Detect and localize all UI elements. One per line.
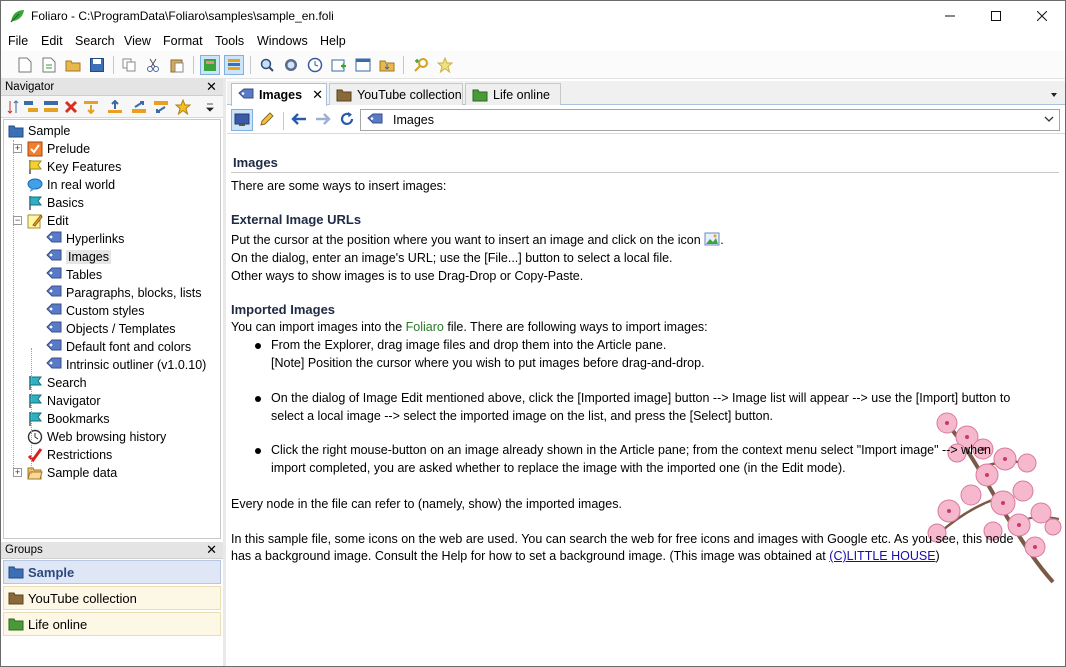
new-document-icon xyxy=(42,57,56,73)
star-icon xyxy=(175,99,191,115)
tree-node-images[interactable] xyxy=(46,248,111,266)
tab-label: Life online xyxy=(493,87,550,102)
tag-icon xyxy=(46,249,62,265)
tree-node-label: Navigator xyxy=(47,394,101,408)
bookmark-add-button[interactable] xyxy=(411,55,431,75)
list-item-text: Click the right mouse-button on an image already shown in the Article pane; from the context menu select "Import image" --> when xyxy=(271,443,992,457)
outdent-icon xyxy=(153,100,169,114)
heading-imported-images: Imported Images xyxy=(231,302,336,317)
navigator-tree xyxy=(3,119,221,539)
title-bar xyxy=(1,1,1065,31)
flag-teal-icon xyxy=(27,375,43,391)
tag-icon xyxy=(46,285,62,301)
tag-icon xyxy=(46,303,62,319)
maximize-button[interactable] xyxy=(973,1,1019,31)
minimize-button[interactable] xyxy=(927,1,973,31)
cherry-blossom-background-image xyxy=(923,407,1065,587)
tag-icon xyxy=(46,231,62,247)
collapse-icon[interactable]: − xyxy=(14,215,21,225)
nav-add-sibling-button[interactable] xyxy=(41,97,61,117)
search-all-icon xyxy=(283,57,299,73)
tree-node-in-real-world[interactable] xyxy=(27,176,115,194)
list-item-text: [Note] Position the cursor where you wish to put images before drag-and-drop. xyxy=(271,356,705,370)
add-child-node-icon xyxy=(23,100,39,114)
paragraph-text xyxy=(231,547,940,565)
address-value: Images xyxy=(393,113,434,127)
tree-node-label: Paragraphs, blocks, lists xyxy=(66,286,202,300)
expand-icon[interactable]: + xyxy=(14,467,21,477)
save-button[interactable] xyxy=(87,55,107,75)
folder-brown-icon xyxy=(336,88,352,102)
flag-teal-icon xyxy=(27,393,43,409)
folder-green-icon xyxy=(8,617,24,631)
nav-toolbar-overflow[interactable] xyxy=(203,97,217,117)
history-button[interactable] xyxy=(305,55,325,75)
navigator-toolbar xyxy=(1,96,223,118)
move-down-icon xyxy=(83,100,99,114)
checkmark-red-icon xyxy=(27,447,43,463)
sort-arrows-icon xyxy=(6,99,20,115)
find-all-button[interactable] xyxy=(281,55,301,75)
little-house-link[interactable]: (C)LITTLE HOUSE xyxy=(829,549,936,563)
tree-node-label: Prelude xyxy=(47,142,91,156)
toggle-navigator-button[interactable] xyxy=(200,55,220,75)
tree-node-label: Sample data xyxy=(47,466,118,480)
toolbar-separator xyxy=(403,56,404,74)
main-toolbar xyxy=(1,51,1065,79)
folder-green-icon xyxy=(472,88,488,102)
clock-icon xyxy=(307,57,323,73)
article-pane[interactable] xyxy=(227,135,1065,666)
paragraph-text: file. There are following ways to import images: xyxy=(447,320,708,334)
navigator-title: Navigator xyxy=(5,81,55,93)
tree-node-label: Intrinsic outliner (v1.0.10) xyxy=(66,358,207,372)
paragraph-text: Put the cursor at the position where you want to insert an image and click on the icon xyxy=(231,233,701,247)
delete-x-icon xyxy=(64,100,78,114)
chevron-down-icon xyxy=(1043,113,1055,125)
tab-life-online[interactable] xyxy=(465,83,561,105)
paragraph-text: has a background image. Consult the Help for how to set a background image. (This image was obtained at xyxy=(231,549,826,563)
tree-node-label: Hyperlinks xyxy=(66,232,125,246)
paragraph-text: Other ways to show images is to use Drag-Drop or Copy-Paste. xyxy=(231,269,584,283)
tree-node-paragraphs-blocks-lists[interactable] xyxy=(46,284,201,302)
tab-label: Images xyxy=(259,88,303,102)
copy-icon xyxy=(122,58,136,72)
star-icon xyxy=(437,57,453,73)
close-button[interactable] xyxy=(1019,1,1065,31)
bullet xyxy=(255,448,261,454)
tab-list-dropdown[interactable] xyxy=(1049,87,1059,102)
favorites-button[interactable] xyxy=(435,55,455,75)
paragraph-text: Put the cursor at the position where you want to insert an image and click on the icon . xyxy=(231,233,724,247)
dropdown-arrow-icon xyxy=(205,102,215,112)
close-icon xyxy=(1037,11,1047,21)
back-button[interactable] xyxy=(289,109,309,129)
tree-node-custom-styles[interactable] xyxy=(46,302,145,320)
foliaro-leaf-icon xyxy=(9,8,25,24)
flag-teal-icon xyxy=(27,195,43,211)
new-file-button[interactable] xyxy=(15,55,35,75)
menu-help[interactable]: Help xyxy=(320,34,346,48)
minimize-icon xyxy=(945,11,955,21)
list-item-text: From the Explorer, drag image files and drop them into the Article pane. xyxy=(271,338,667,352)
tree-node-navigator[interactable] xyxy=(27,392,101,410)
folder-open-icon xyxy=(65,58,81,72)
list-item-text: On the dialog of Image Edit mentioned above, click the [Imported image] button --> Image list will appear --> use the [Import] button to xyxy=(271,391,1011,405)
find-button[interactable] xyxy=(257,55,277,75)
group-label: YouTube collection xyxy=(28,590,137,606)
refresh-icon xyxy=(339,111,355,127)
new-template-button[interactable] xyxy=(39,55,59,75)
paragraph-text: Every node in the file can refer to (namely, show) the imported images. xyxy=(231,497,622,511)
maximize-icon xyxy=(991,11,1001,21)
tab-label: YouTube collection xyxy=(357,87,462,102)
tag-icon xyxy=(367,113,383,127)
address-combo[interactable] xyxy=(360,109,1060,131)
flag-teal-icon xyxy=(27,411,43,427)
clock-icon xyxy=(27,429,43,445)
toggle-groups-button[interactable] xyxy=(224,55,244,75)
menu-windows[interactable]: Windows xyxy=(257,34,308,48)
toolbar-separator xyxy=(113,56,114,74)
window-icon xyxy=(355,58,371,72)
move-up-icon xyxy=(107,100,123,114)
tree-node-basics[interactable] xyxy=(27,194,84,212)
arrow-right-icon xyxy=(315,112,331,126)
tree-node-label: Basics xyxy=(47,196,84,210)
tree-node-web-browsing-history[interactable] xyxy=(27,428,166,446)
groups-close-button[interactable]: ✕ xyxy=(206,542,217,557)
tree-node-label: Search xyxy=(47,376,87,390)
folder-blue-icon xyxy=(8,123,24,139)
tag-icon xyxy=(238,88,254,102)
nav-sort-button[interactable] xyxy=(3,97,23,117)
panel-splitter[interactable] xyxy=(223,79,226,666)
key-add-icon xyxy=(413,57,429,73)
navigator-close-button[interactable]: ✕ xyxy=(206,79,217,94)
tab-close-button[interactable]: ✕ xyxy=(312,87,323,102)
folder-open-icon xyxy=(27,465,43,481)
menu-view[interactable]: View xyxy=(124,34,151,48)
save-disk-icon xyxy=(90,58,104,72)
paragraph-text: On the dialog, enter an image's URL; use the [File...] button to select a local file. xyxy=(231,251,673,265)
tree-node-hyperlinks[interactable] xyxy=(46,230,124,248)
open-file-button[interactable] xyxy=(63,55,83,75)
dropdown-arrow-icon xyxy=(1049,89,1059,99)
nav-bookmark-button[interactable] xyxy=(173,97,193,117)
tab-images[interactable] xyxy=(231,83,327,106)
tree-connector-line xyxy=(13,140,14,472)
tree-node-label: Sample xyxy=(28,124,71,138)
tree-node-intrinsic-outliner-v1-0-10[interactable] xyxy=(46,356,206,374)
group-label: Life online xyxy=(28,616,88,632)
tree-node-sample-data[interactable] xyxy=(27,464,117,482)
tree-node-label: Edit xyxy=(47,214,69,228)
tree-node-search[interactable] xyxy=(27,374,87,392)
tag-icon xyxy=(46,321,62,337)
groups-title: Groups xyxy=(5,544,43,556)
article-title: Images xyxy=(233,155,278,170)
tag-icon xyxy=(46,339,62,355)
menu-search[interactable]: Search xyxy=(75,34,115,48)
paste-button[interactable] xyxy=(167,55,187,75)
forward-button[interactable] xyxy=(313,109,333,129)
nav-move-up-button[interactable] xyxy=(105,97,125,117)
window-title: Foliaro - C:\ProgramData\Foliaro\samples\sample_en.foli xyxy=(31,9,334,23)
note-pencil-icon xyxy=(27,213,43,229)
tree-node-sample[interactable] xyxy=(8,122,70,140)
tree-node-tables[interactable] xyxy=(46,266,102,284)
refresh-button[interactable] xyxy=(337,109,357,129)
group-item-sample[interactable] xyxy=(3,560,221,584)
tree-node-label: Tables xyxy=(66,268,103,282)
tree-node-key-features[interactable] xyxy=(27,158,121,176)
tab-youtube-collection[interactable] xyxy=(329,83,463,105)
toolbar-separator xyxy=(283,112,284,130)
heading-external-urls: External Image URLs xyxy=(231,212,362,227)
tree-node-label: Objects / Templates xyxy=(66,322,176,336)
navigator-header xyxy=(1,79,223,96)
group-item-life-online[interactable] xyxy=(3,612,221,636)
tag-icon xyxy=(46,357,62,373)
tree-node-label: Key Features xyxy=(47,160,122,174)
flag-yellow-icon xyxy=(27,159,43,175)
menu-file[interactable]: File xyxy=(8,34,29,48)
article-toolbar xyxy=(227,106,1065,134)
nav-indent-button[interactable] xyxy=(129,97,149,117)
checkbox-icon xyxy=(27,141,43,157)
groups-icon xyxy=(227,58,241,72)
copy-button[interactable] xyxy=(119,55,139,75)
list-item-text: select a local image --> select the imported image on the list, and press the [Select] button. xyxy=(271,409,774,423)
cut-button[interactable] xyxy=(143,55,163,75)
pencil-icon xyxy=(259,111,275,127)
folder-brown-icon xyxy=(8,591,24,605)
tree-node-label: Restrictions xyxy=(47,448,113,462)
tree-node-prelude[interactable] xyxy=(27,140,90,158)
tree-node-label: Default font and colors xyxy=(66,340,192,354)
tree-node-label: Bookmarks xyxy=(47,412,110,426)
indent-icon xyxy=(131,100,147,114)
monitor-icon xyxy=(234,113,250,127)
toolbar-separator xyxy=(250,56,251,74)
title-divider xyxy=(231,172,1059,173)
tag-icon xyxy=(46,267,62,283)
tree-node-default-font-and-colors[interactable] xyxy=(46,338,191,356)
add-node-button[interactable] xyxy=(329,55,349,75)
edit-mode-button[interactable] xyxy=(257,109,277,129)
article-intro: There are some ways to insert images: xyxy=(231,179,447,193)
new-file-icon xyxy=(18,57,32,73)
folder-arrow-icon xyxy=(379,58,395,72)
paragraph-text: In this sample file, some icons on the web are used. You can search the web for free icons and images with Google etc. As you see, this node xyxy=(231,532,1014,546)
group-item-youtube[interactable] xyxy=(3,586,221,610)
paragraph-text xyxy=(231,318,708,336)
tree-node-label: Custom styles xyxy=(66,304,145,318)
groups-list xyxy=(3,560,221,664)
nav-delete-button[interactable] xyxy=(61,97,81,117)
bullet xyxy=(255,343,261,349)
menu-tools[interactable]: Tools xyxy=(215,34,245,48)
nav-move-down-button[interactable] xyxy=(81,97,101,117)
paragraph-text: ) xyxy=(935,549,940,563)
arrow-left-icon xyxy=(291,112,307,126)
tree-node-label: In real world xyxy=(47,178,116,192)
nav-outdent-button[interactable] xyxy=(151,97,171,117)
tree-node-restrictions[interactable] xyxy=(27,446,112,464)
tree-node-edit[interactable] xyxy=(27,212,69,230)
group-label: Sample xyxy=(28,564,75,580)
tree-node-bookmarks[interactable] xyxy=(27,410,110,428)
view-mode-button[interactable] xyxy=(231,109,253,131)
list-item-text: import completed, you are asked whether to replace the image with the imported one (in the Edit mode). xyxy=(271,461,846,475)
paragraph-text: You can import images into the xyxy=(231,320,403,334)
menu-format[interactable]: Format xyxy=(163,34,203,48)
tree-node-label: Web browsing history xyxy=(47,430,167,444)
address-dropdown-button[interactable] xyxy=(1043,113,1055,128)
scissors-icon xyxy=(146,58,160,72)
add-sibling-node-icon xyxy=(43,100,59,114)
search-icon xyxy=(260,58,274,72)
expand-icon[interactable]: + xyxy=(14,143,21,153)
export-button[interactable] xyxy=(377,55,397,75)
navigator-icon xyxy=(203,58,217,72)
toolbar-separator xyxy=(193,56,194,74)
speech-bubble-icon xyxy=(27,177,43,193)
bullet xyxy=(255,396,261,402)
insert-image-icon xyxy=(704,232,720,246)
tree-connector-line xyxy=(31,348,32,474)
menu-edit[interactable]: Edit xyxy=(41,34,63,48)
menu-bar xyxy=(1,31,1065,51)
tree-node-objects-templates[interactable] xyxy=(46,320,176,338)
add-page-icon xyxy=(331,58,347,72)
groups-header xyxy=(1,542,223,559)
app-name-text: Foliaro xyxy=(405,320,444,334)
folder-blue-icon xyxy=(8,565,24,579)
nav-add-child-button[interactable] xyxy=(21,97,41,117)
clipboard-icon xyxy=(170,58,184,73)
window-button[interactable] xyxy=(353,55,373,75)
article-tab-bar xyxy=(227,81,1065,105)
tree-node-label: Images xyxy=(68,250,109,264)
